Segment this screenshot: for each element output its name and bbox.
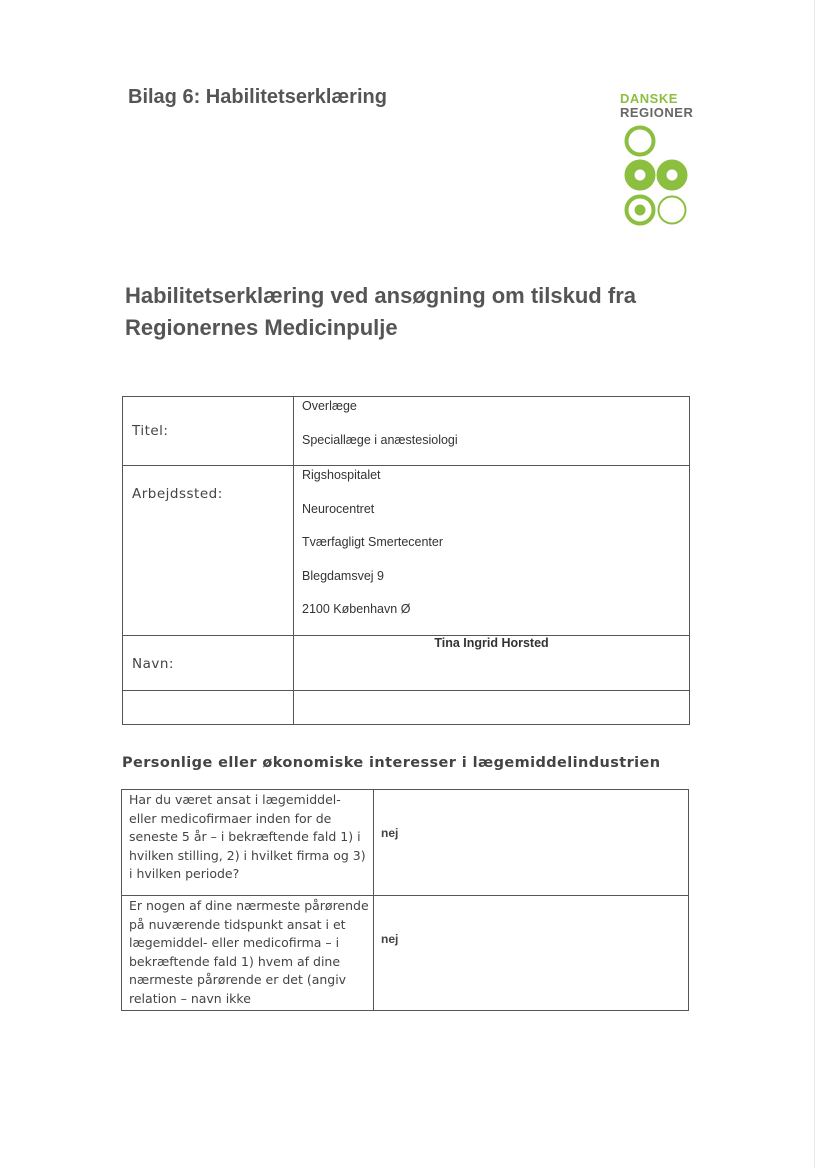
titel-value: Speciallæge i anæstesiologi — [302, 432, 458, 447]
titel-row — [123, 397, 690, 466]
arbejdssted-value: Neurocentret — [302, 501, 375, 516]
navn-row — [123, 635, 690, 690]
logo-circles-icon — [620, 124, 695, 236]
danske-regioner-logo — [620, 92, 700, 236]
arbejdssted-label: Arbejdssted: — [123, 466, 294, 636]
section-title: Personlige eller økonomiske interesser i lægemiddelindustrien — [122, 755, 661, 771]
questions-table — [121, 789, 689, 1011]
arbejdssted-value: Rigshospitalet — [302, 468, 381, 482]
empty-row — [123, 690, 690, 724]
titel-value: Overlæge — [302, 399, 357, 413]
arbejdssted-row — [123, 466, 690, 636]
arbejdssted-value: Blegdamsvej 9 — [302, 568, 384, 583]
logo-text-line1: DANSKE — [620, 91, 678, 106]
answer-text: nej — [374, 896, 689, 1011]
scan-edge-line — [814, 0, 815, 1168]
question-text: Har du været ansat i lægemiddel- eller medicofirmaer inden for de seneste 5 år – i bekræftende fald 1) i hvilken stilling, 2) i hvilket firma og 3) i hvilken periode? — [122, 790, 374, 896]
info-table — [122, 396, 690, 725]
question-text: Er nogen af dine nærmeste pårørende på nuværende tidspunkt ansat i et lægemiddel- eller medicofirma – i bekræftende fald 1) hvem af dine nærmeste pårørende er det (angiv relation – navn ikke — [122, 896, 374, 1011]
arbejdssted-value: 2100 København Ø — [302, 602, 411, 616]
answer-text: nej — [374, 790, 689, 896]
titel-label: Titel: — [123, 397, 294, 466]
navn-label: Navn: — [123, 635, 294, 690]
navn-value: Tina Ingrid Horsted — [294, 635, 690, 690]
arbejdssted-value: Tværfagligt Smertecenter — [302, 535, 444, 549]
question-row — [122, 790, 689, 896]
question-row — [122, 896, 689, 1011]
document-header-title: Bilag 6: Habilitetserklæring — [128, 86, 387, 108]
logo-text-line2: REGIONER — [620, 105, 694, 120]
page-title: Habilitetserklæring ved ansøgning om tilskud fra Regionernes Medicinpulje — [125, 283, 636, 340]
